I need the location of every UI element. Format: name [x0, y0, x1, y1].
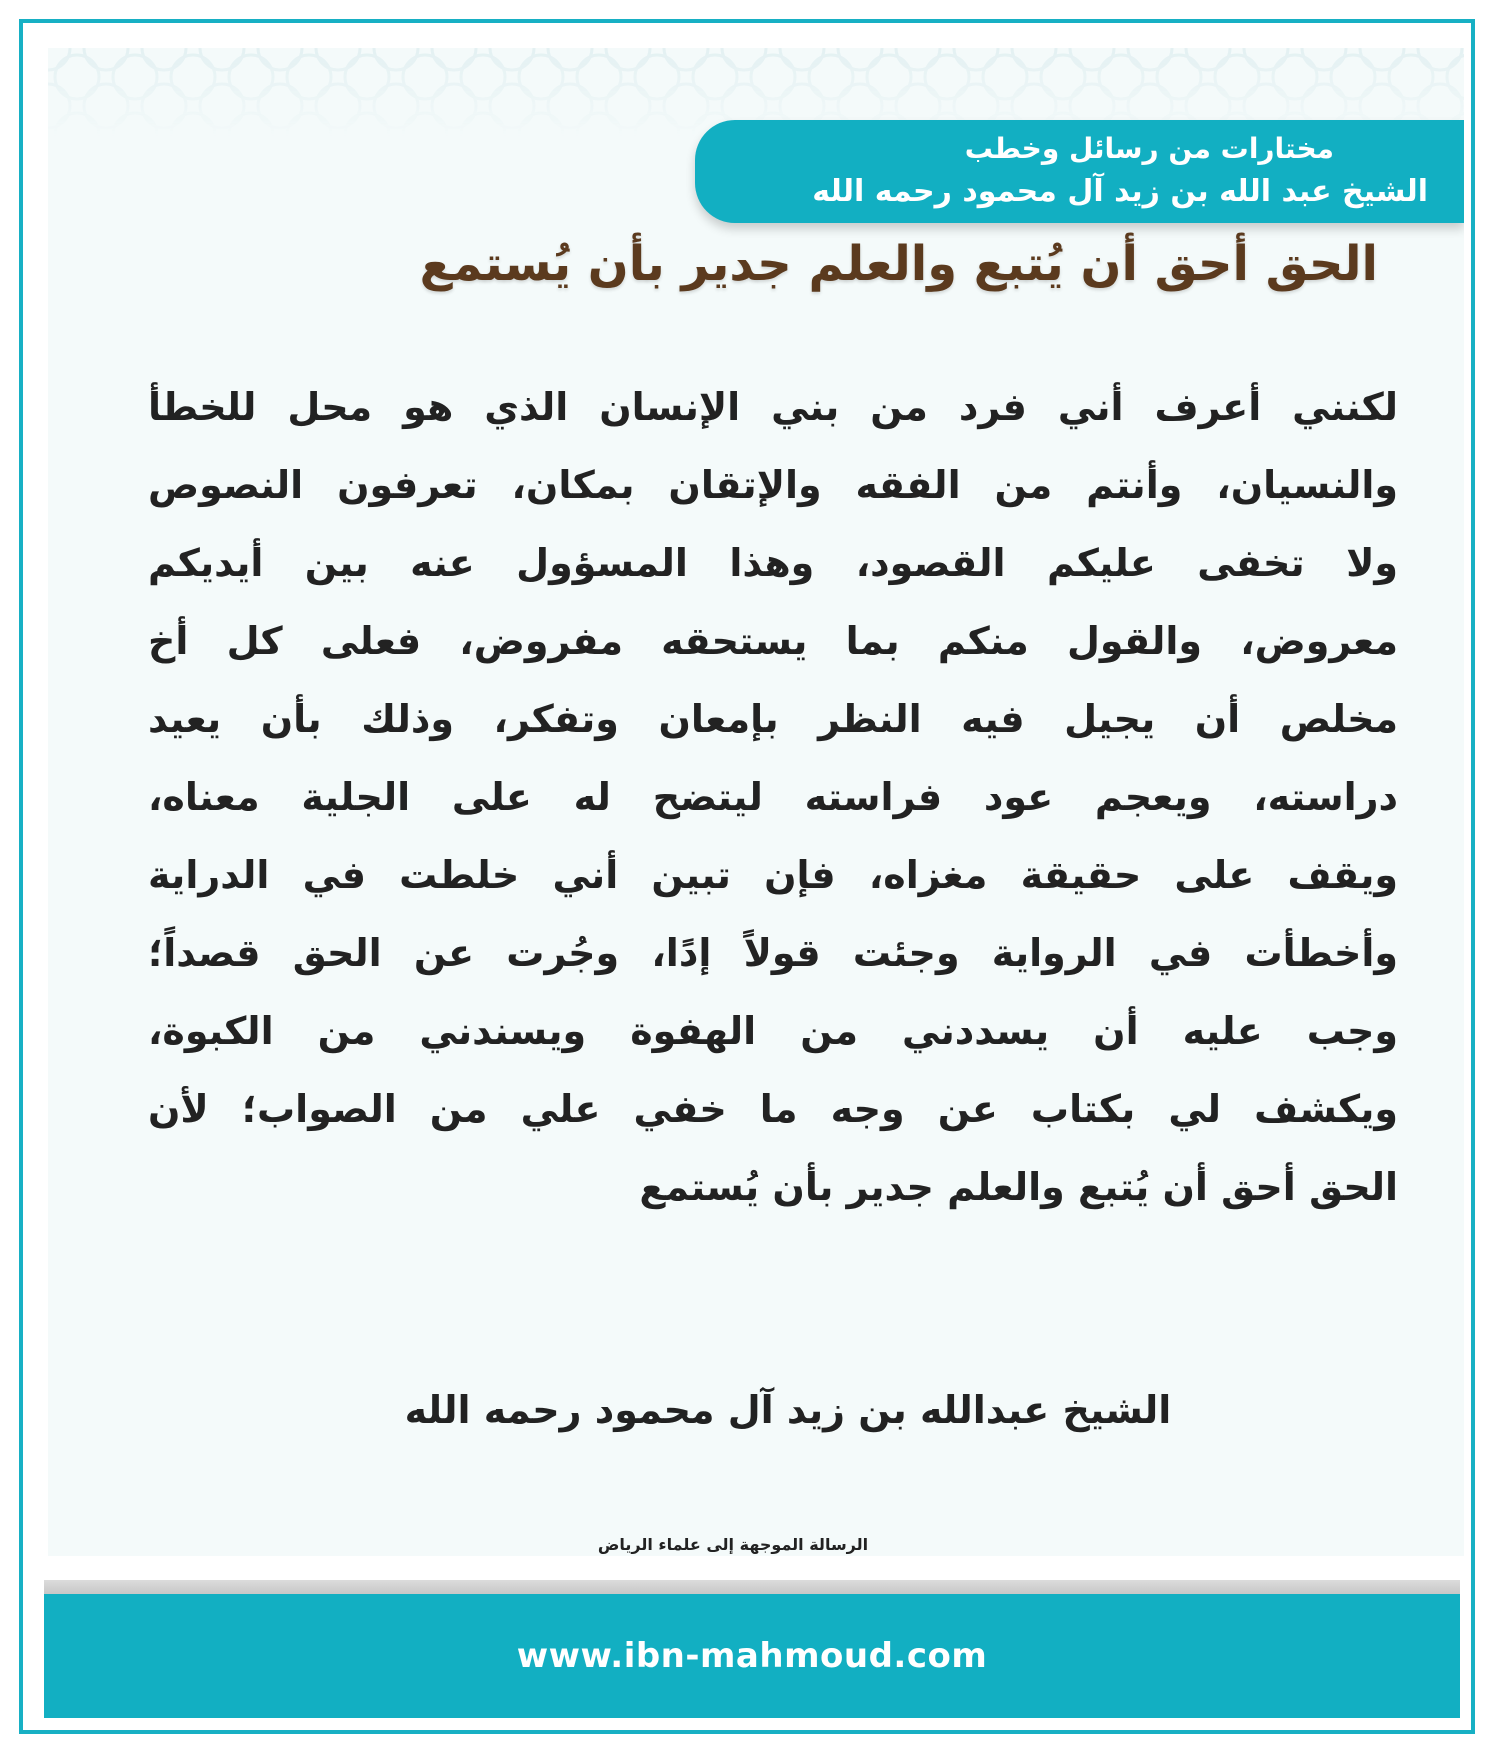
body-line: لكنني أعرف أني فرد من بني الإنسان الذي هو محل للخطأ — [148, 385, 1398, 429]
header-banner — [695, 120, 1464, 223]
page-title: الحق أحق أن يُتبع والعلم جدير بأن يُستمع — [419, 236, 1378, 292]
body-line: دراسته، ويعجم عود فراسته ليتضح له على الجلية معناه، — [148, 775, 1398, 819]
author-signature: الشيخ عبدالله بن زيد آل محمود رحمه الله — [404, 1388, 1172, 1432]
body-line: والنسيان، وأنتم من الفقه والإتقان بمكان، تعرفون النصوص — [148, 463, 1398, 507]
body-line: مخلص أن يجيل فيه النظر بإمعان وتفكر، وذلك بأن يعيد — [148, 697, 1398, 741]
body-line: وجب عليه أن يسددني من الهفوة ويسندني من الكبوة، — [148, 1009, 1398, 1053]
footer-bar — [44, 1594, 1460, 1718]
header-author: الشيخ عبد الله بن زيد آل محمود رحمه الله — [812, 174, 1428, 209]
content-panel — [48, 48, 1464, 1556]
website-link[interactable]: www.ibn-mahmoud.com — [516, 1636, 988, 1676]
outer-frame — [19, 19, 1475, 1734]
source-note: الرسالة الموجهة إلى علماء الرياض — [597, 1535, 869, 1554]
header-subtitle: مختارات من رسائل وخطب — [964, 132, 1334, 165]
quote-body — [148, 368, 1398, 1226]
body-line: الحق أحق أن يُتبع والعلم جدير بأن يُستمع — [639, 1165, 1398, 1209]
footer-divider — [44, 1580, 1460, 1594]
body-line: ويكشف لي بكتاب عن وجه ما خفي علي من الصواب؛ لأن — [148, 1087, 1398, 1131]
body-line: وأخطأت في الرواية وجئت قولاً إدًا، وجُرت عن الحق قصداً؛ — [148, 931, 1398, 975]
body-line: ولا تخفى عليكم القصود، وهذا المسؤول عنه بين أيديكم — [148, 541, 1398, 585]
body-line: معروض، والقول منكم بما يستحقه مفروض، فعلى كل أخ — [148, 619, 1398, 663]
body-line: ويقف على حقيقة مغزاه، فإن تبين أني خلطت في الدراية — [148, 853, 1398, 897]
